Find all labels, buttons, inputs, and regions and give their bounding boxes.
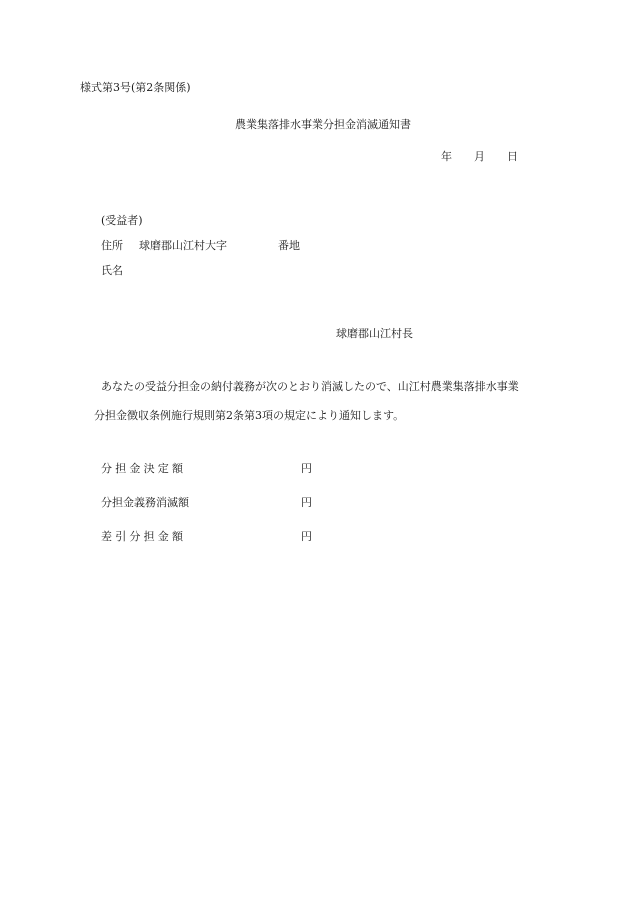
item-label-net-amount: 差引分担金額 <box>101 530 187 543</box>
item-unit-extinguished-amount: 円 <box>301 496 312 509</box>
recipient-heading: (受益者) <box>101 214 143 227</box>
item-label-extinguished-amount: 分担金義務消滅額 <box>101 496 189 509</box>
body-text-line-2: 分担金徴収条例施行規則第2条第3項の規定により通知します。 <box>94 409 405 422</box>
address-label: 住所 <box>101 239 123 252</box>
date-month-label: 月 <box>474 150 485 163</box>
body-text-line-1: あなたの受益分担金の納付義務が次のとおり消滅したので、山江村農業集落排水事業 <box>101 380 519 393</box>
address-value: 球磨郡山江村大字 <box>139 239 227 252</box>
item-label-decided-amount: 分担金決定額 <box>101 462 187 475</box>
document-title: 農業集落排水事業分担金消滅通知書 <box>235 118 411 131</box>
date-year-label: 年 <box>441 150 452 163</box>
date-day-label: 日 <box>507 150 518 163</box>
form-number: 様式第3号(第2条関係) <box>80 81 191 94</box>
name-label: 氏名 <box>101 264 123 277</box>
banchi-label: 番地 <box>278 239 300 252</box>
issuer-name: 球磨郡山江村長 <box>336 327 413 340</box>
date-line <box>441 150 518 163</box>
item-unit-decided-amount: 円 <box>301 462 312 475</box>
item-unit-net-amount: 円 <box>301 530 312 543</box>
